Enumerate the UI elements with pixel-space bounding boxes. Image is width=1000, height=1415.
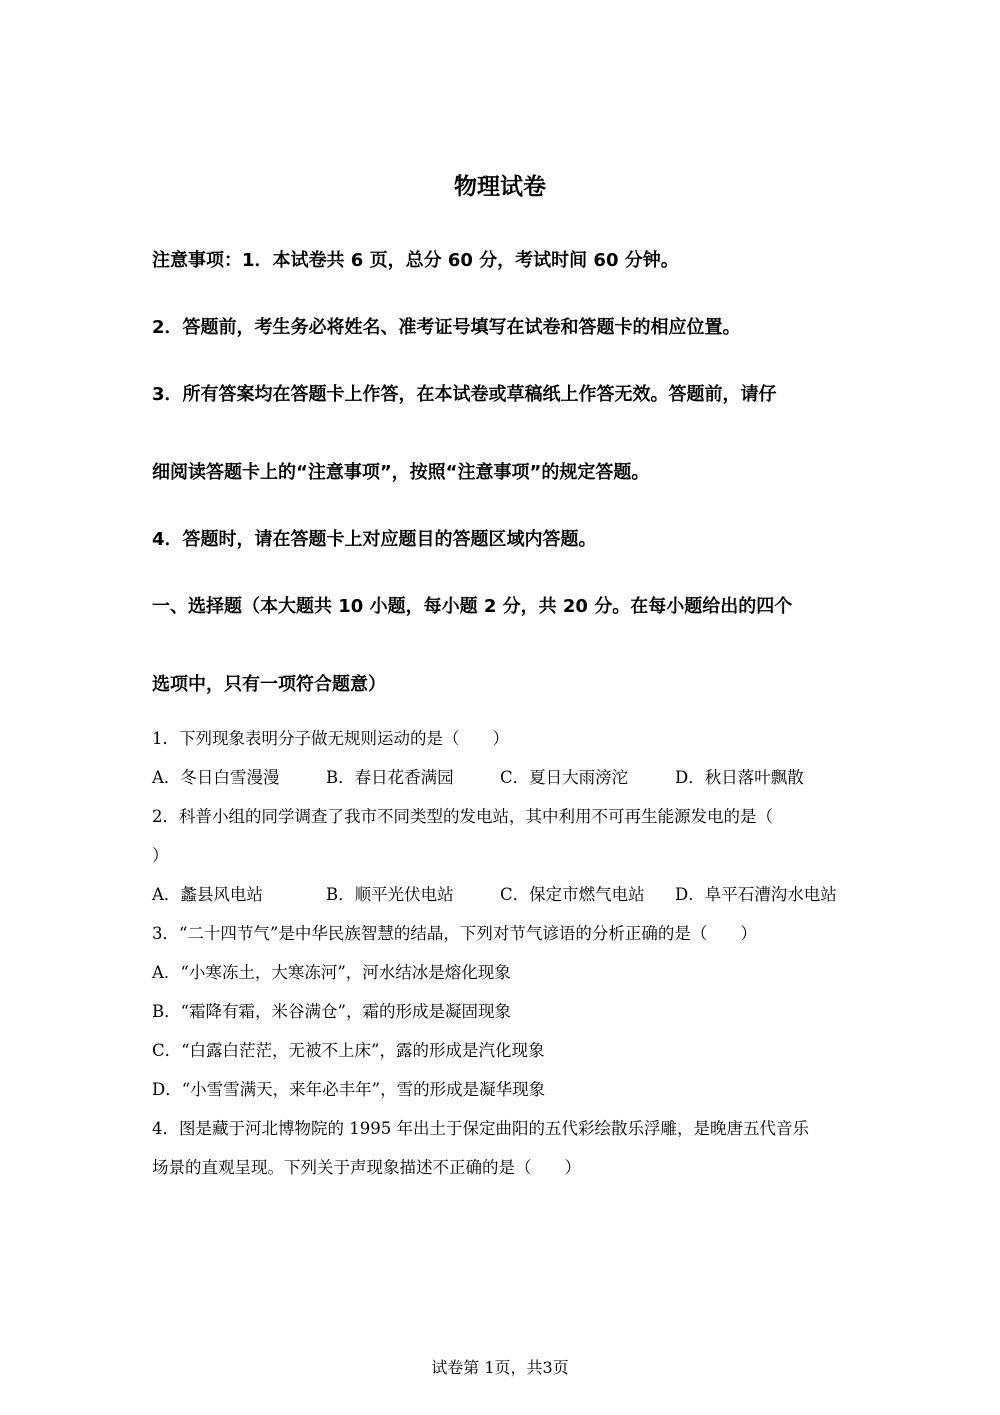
- section-heading-cont: 选项中，只有一项符合题意）: [152, 674, 386, 695]
- page-footer: 试卷第 1页，共3页: [431, 1358, 569, 1377]
- question-1-option-a: A．冬日白雪漫漫: [152, 768, 280, 787]
- question-1-option-c: C．夏日大雨滂沱: [500, 768, 629, 787]
- section-heading: 一、选择题（本大题共 10 小题，每小题 2 分，共 20 分。在每小题给出的四个: [152, 596, 793, 617]
- question-3-stem: 3．“二十四节气”是中华民族智慧的结晶，下列对节气谚语的分析正确的是（ ）: [152, 924, 757, 943]
- question-2-stem-cont: ）: [152, 846, 169, 865]
- question-3-option-d: D．“小雪雪满天，来年必丰年”，雪的形成是凝华现象: [152, 1080, 546, 1099]
- question-2-option-b: B．顺平光伏电站: [326, 885, 454, 904]
- question-2-option-c: C．保定市燃气电站: [500, 885, 645, 904]
- question-1-stem: 1．下列现象表明分子做无规则运动的是（ ）: [152, 729, 509, 748]
- note-line-2: 2．答题前，考生务必将姓名、准考证号填写在试卷和答题卡的相应位置。: [152, 317, 741, 338]
- page-title: 物理试卷: [454, 174, 546, 200]
- note-line-4: 4．答题时，请在答题卡上对应题目的答题区域内答题。: [152, 529, 597, 550]
- question-1-option-b: B．春日花香满园: [326, 768, 454, 787]
- question-4-stem-cont: 场景的直观呈现。下列关于声现象描述不正确的是（ ）: [152, 1158, 581, 1177]
- question-3-option-a: A．“小寒冻土，大寒冻河”，河水结冰是熔化现象: [152, 963, 511, 982]
- note-line-3b: 细阅读答题卡上的“注意事项”，按照“注意事项”的规定答题。: [152, 462, 650, 483]
- question-2-stem: 2．科普小组的同学调查了我市不同类型的发电站，其中利用不可再生能源发电的是（: [152, 807, 773, 826]
- question-2-option-d: D．阜平石漕沟水电站: [675, 885, 837, 904]
- question-3-option-b: B．“霜降有霜，米谷满仓”，霜的形成是凝固现象: [152, 1002, 511, 1021]
- question-4-stem: 4．图是藏于河北博物院的 1995 年出土于保定曲阳的五代彩绘散乐浮雕，是晚唐五代音乐: [152, 1119, 809, 1138]
- question-1-option-d: D．秋日落叶飘散: [675, 768, 804, 787]
- note-line-3a: 3．所有答案均在答题卡上作答，在本试卷或草稿纸上作答无效。答题前，请仔: [152, 384, 777, 405]
- question-3-option-c: C．“白露白茫茫，无被不上床”，露的形成是汽化现象: [152, 1041, 545, 1060]
- note-line-1: 注意事项：1．本试卷共 6 页，总分 60 分，考试时间 60 分钟。: [152, 250, 679, 271]
- question-2-option-a: A．蠡县风电站: [152, 885, 263, 904]
